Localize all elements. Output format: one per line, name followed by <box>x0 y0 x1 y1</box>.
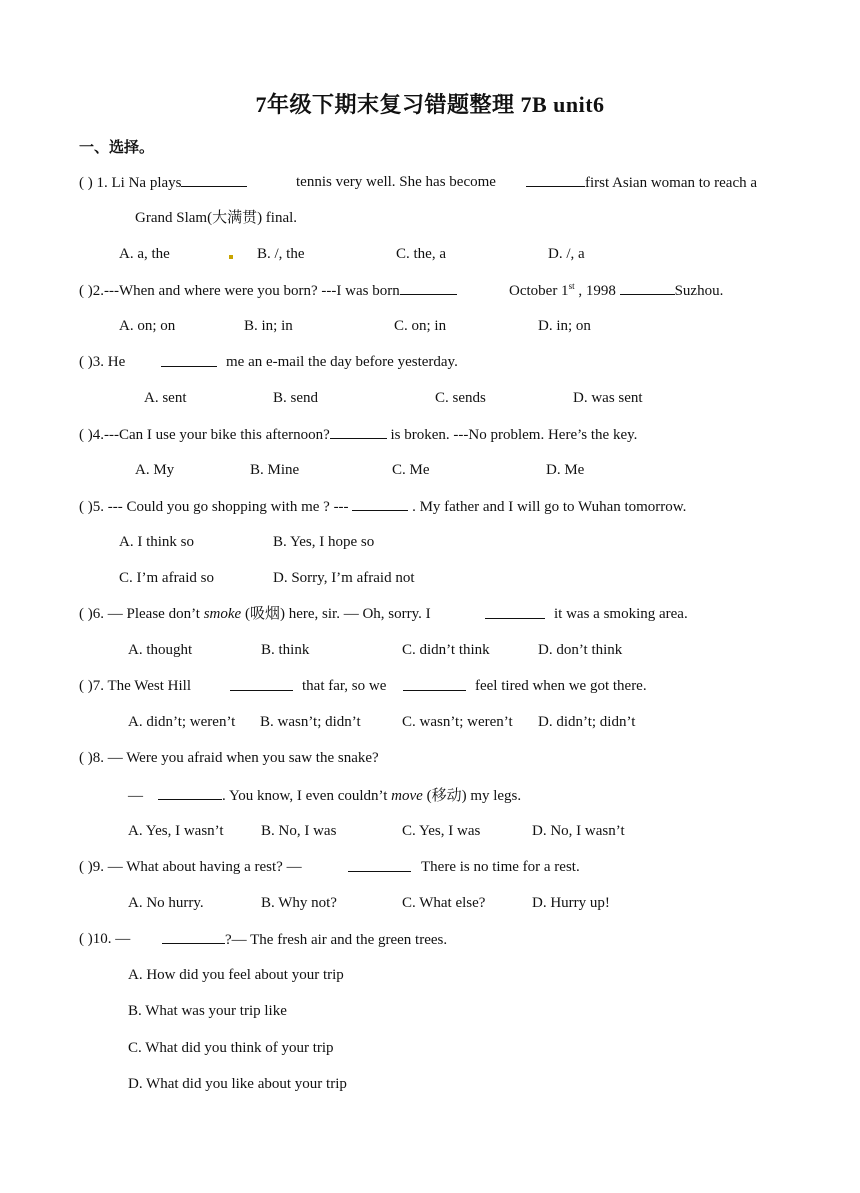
option-b: B. What was your trip like <box>128 1003 287 1019</box>
question-2: ( )2.---When and where were you born? ---I was born <box>79 280 457 301</box>
question-4: ( )4.---Can I use your bike this afternoon? is broken. ---No problem. Here’s the key. <box>79 424 637 445</box>
answer-paren: ( ) <box>79 859 93 875</box>
option-c: C. didn’t think <box>402 642 490 658</box>
option-c: C. sends <box>435 390 486 406</box>
option-a: A. No hurry. <box>128 895 204 911</box>
answer-paren: ( ) <box>79 931 93 947</box>
question-6: ( )6. — Please don’t smoke (吸烟) here, sir. — Oh, sorry. I <box>79 606 431 622</box>
question-10: ( )10. — <box>79 931 131 947</box>
option-a: A. I think so <box>119 534 194 550</box>
option-d: D. Hurry up! <box>532 895 610 911</box>
blank <box>620 280 675 295</box>
answer-paren: ( ) <box>79 499 93 515</box>
option-a: A. sent <box>144 390 187 406</box>
answer-paren: ( ) <box>79 427 93 443</box>
option-d: D. Sorry, I’m afraid not <box>273 570 415 586</box>
option-a: A. thought <box>128 642 193 658</box>
blank <box>348 857 411 872</box>
answer-paren: ( ) <box>79 175 93 191</box>
option-a: A. didn’t; weren’t <box>128 714 236 730</box>
option-c: C. the, a <box>396 246 446 262</box>
blank <box>400 280 457 295</box>
option-b: B. /, the <box>257 246 305 262</box>
question-7: ( )7. The West Hill <box>79 678 191 694</box>
answer-paren: ( ) <box>79 750 93 766</box>
blank <box>162 929 225 944</box>
question-1-continued: Grand Slam(大满贯) final. <box>135 210 298 226</box>
blank <box>403 676 466 691</box>
option-d: D. don’t think <box>538 642 623 658</box>
option-b: B. Why not? <box>261 895 337 911</box>
question-8: ( )8. — Were you afraid when you saw the snake? <box>79 750 379 766</box>
blank <box>181 172 247 187</box>
option-c: C. on; in <box>394 318 447 334</box>
question-1: ( ) 1. Li Na plays <box>79 172 247 193</box>
blank <box>158 785 222 800</box>
question-8-response: — . You know, I even couldn’t move (移动) my legs. <box>128 785 521 806</box>
option-d: D. was sent <box>573 390 643 406</box>
option-c: C. wasn’t; weren’t <box>402 714 513 730</box>
answer-paren: ( ) <box>79 606 93 622</box>
option-a: A. My <box>135 462 175 478</box>
section-heading: 一、选择。 <box>79 140 155 156</box>
answer-paren: ( ) <box>79 678 93 694</box>
option-c: C. I’m afraid so <box>119 570 214 586</box>
question-5: ( )5. --- Could you go shopping with me ? --- . My father and I will go to Wuhan tomorrow. <box>79 496 686 517</box>
option-c: C. What did you think of your trip <box>128 1040 334 1056</box>
option-d: D. in; on <box>538 318 591 334</box>
option-b: B. think <box>261 642 310 658</box>
option-b: B. Yes, I hope so <box>273 534 375 550</box>
answer-paren: ( ) <box>79 283 93 299</box>
option-d: D. Me <box>546 462 585 478</box>
option-c: C. Me <box>392 462 430 478</box>
blank <box>330 424 387 439</box>
option-c: C. What else? <box>402 895 486 911</box>
blank <box>485 604 545 619</box>
option-a: A. How did you feel about your trip <box>128 967 344 983</box>
option-b: B. No, I was <box>261 823 337 839</box>
option-d: D. /, a <box>548 246 585 262</box>
blank <box>230 676 293 691</box>
option-a: A. on; on <box>119 318 176 334</box>
blank <box>526 172 585 187</box>
answer-paren: ( ) <box>79 354 93 370</box>
option-d: D. didn’t; didn’t <box>538 714 636 730</box>
blank <box>161 352 217 367</box>
question-9: ( )9. — What about having a rest? — <box>79 859 302 875</box>
stray-mark <box>229 255 233 259</box>
option-a: A. Yes, I wasn’t <box>128 823 224 839</box>
blank <box>352 496 408 511</box>
option-b: B. Mine <box>250 462 300 478</box>
question-3: ( )3. He <box>79 354 126 370</box>
option-d: D. What did you like about your trip <box>128 1076 347 1092</box>
option-b: B. send <box>273 390 318 406</box>
option-b: B. in; in <box>244 318 293 334</box>
option-d: D. No, I wasn’t <box>532 823 625 839</box>
page-title: 7年级下期末复习错题整理 7B unit6 <box>255 92 605 117</box>
option-a: A. a, the <box>119 246 170 262</box>
option-c: C. Yes, I was <box>402 823 481 839</box>
option-b: B. wasn’t; didn’t <box>260 714 361 730</box>
